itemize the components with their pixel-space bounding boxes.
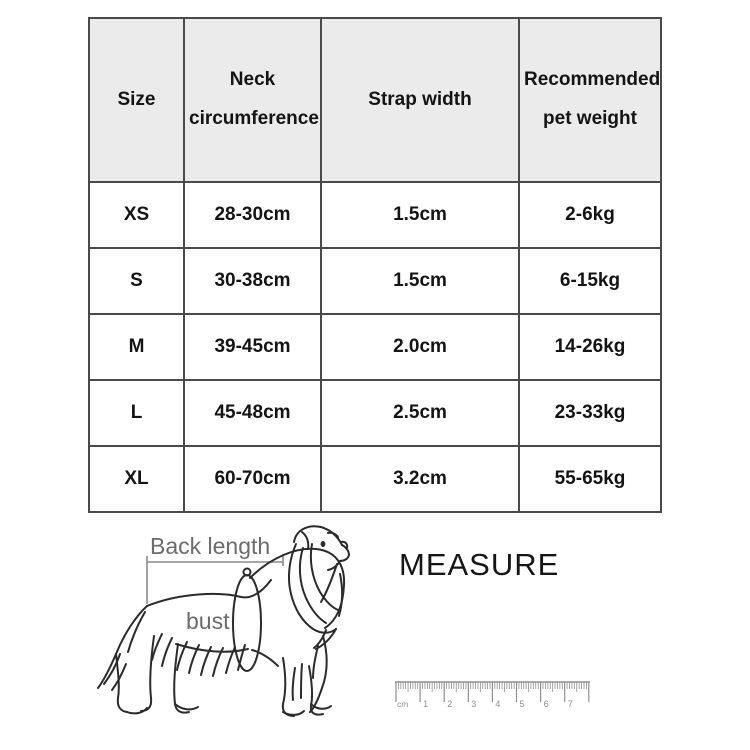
strap-cell: 3.2cm [321, 446, 519, 512]
header-cell-strap: Strap width [321, 18, 519, 182]
neck-cell: 45-48cm [184, 380, 321, 446]
neck-cell: 39-45cm [184, 314, 321, 380]
ruler-number: 7 [567, 699, 573, 709]
ruler-number: 5 [519, 699, 525, 709]
strap-cell: 1.5cm [321, 248, 519, 314]
table-row-l [89, 380, 661, 446]
header-row [89, 18, 661, 182]
strap-cell: 1.5cm [321, 182, 519, 248]
table-row-m [89, 314, 661, 380]
weight-cell: 23-33kg [519, 380, 661, 446]
harness-bust-ellipse-icon [233, 575, 261, 671]
weight-cell: 14-26kg [519, 314, 661, 380]
table-row-s [89, 248, 661, 314]
size-cell: M [89, 314, 184, 380]
size-cell: XL [89, 446, 184, 512]
ruler-number: 1 [423, 699, 429, 709]
weight-cell: 2-6kg [519, 182, 661, 248]
strap-cell: 2.0cm [321, 314, 519, 380]
bust-label: bust [186, 608, 230, 634]
neck-cell: 30-38cm [184, 248, 321, 314]
back-length-bracket-icon [147, 554, 283, 604]
ruler-number: 2 [447, 699, 453, 709]
ruler-number: 3 [471, 699, 477, 709]
ruler-graphic [392, 676, 598, 710]
size-chart-table [88, 17, 662, 513]
size-cell: L [89, 380, 184, 446]
ruler-unit-label: cm [397, 699, 409, 709]
table-row-xl [89, 446, 661, 512]
neck-cell: 60-70cm [184, 446, 321, 512]
neck-cell: 28-30cm [184, 182, 321, 248]
size-cell: XS [89, 182, 184, 248]
weight-cell: 6-15kg [519, 248, 661, 314]
header-cell-weight: Recommended pet weight [519, 18, 661, 182]
weight-cell: 55-65kg [519, 446, 661, 512]
header-cell-size: Size [89, 18, 184, 182]
strap-cell: 2.5cm [321, 380, 519, 446]
size-cell: S [89, 248, 184, 314]
ruler-number: 4 [495, 699, 501, 709]
table-row-xs [89, 182, 661, 248]
measure-title: MEASURE [399, 547, 560, 582]
back-length-label: Back length [150, 533, 271, 559]
ruler-number: 6 [543, 699, 549, 709]
header-cell-neck: Neck circumference [184, 18, 321, 182]
